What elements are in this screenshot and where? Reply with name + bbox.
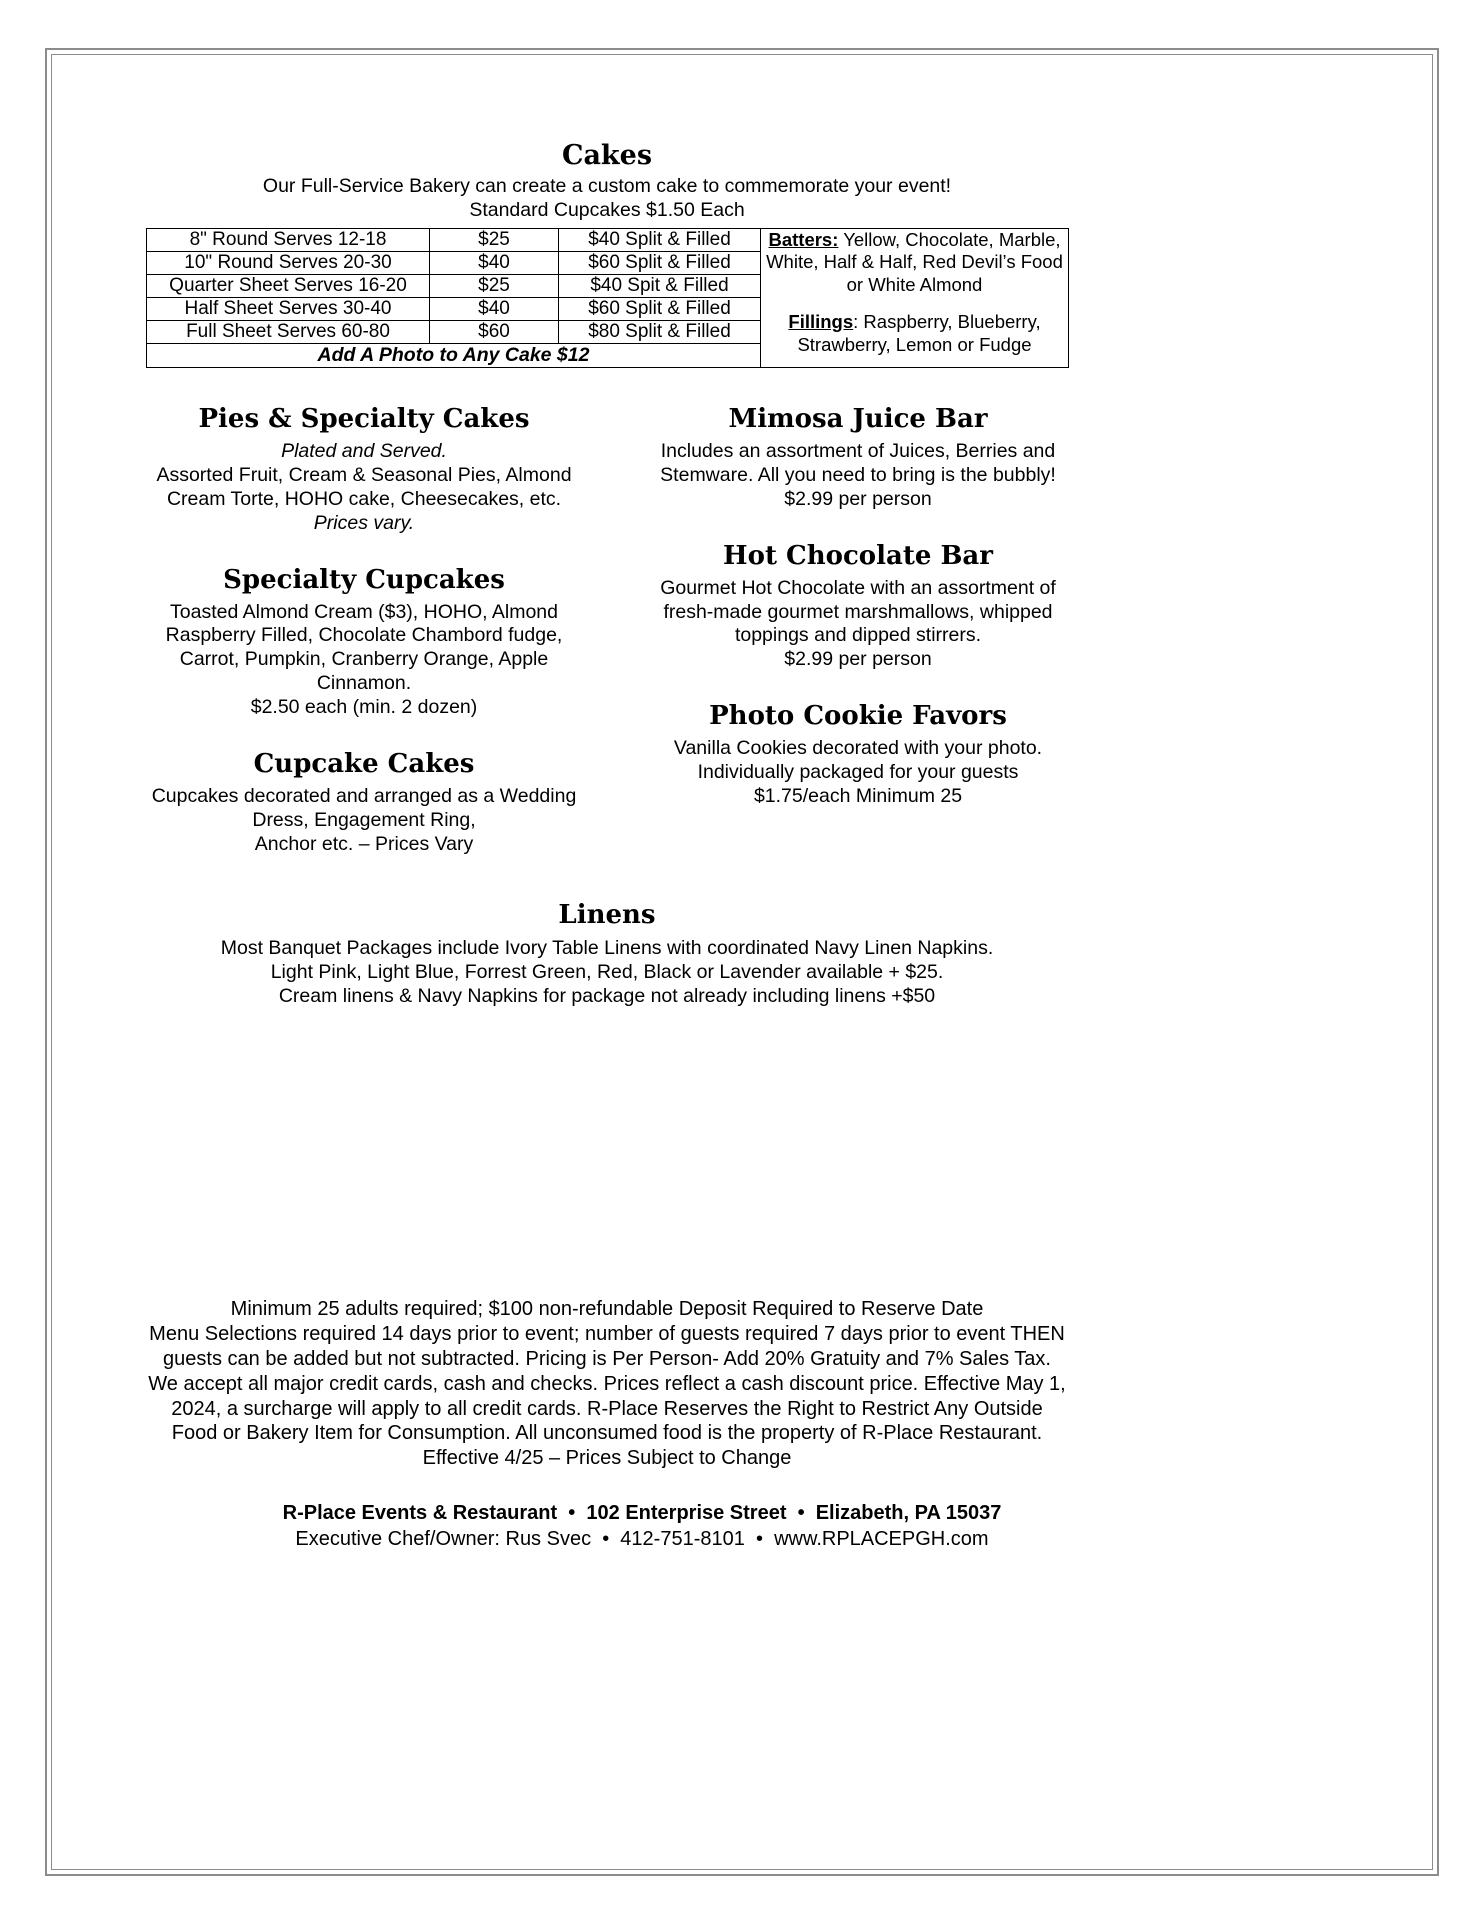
page-title: Cakes (561, 140, 653, 171)
pies-served-note: Plated and Served. (281, 439, 447, 462)
hot-chocolate-price: $2.99 per person (784, 648, 932, 671)
batters-fillings-cell (761, 228, 1069, 367)
photo-cookies-description: Vanilla Cookies decorated with your photo. Individually packaged for your guests (673, 737, 1043, 784)
cake-price: $40 (430, 297, 559, 320)
photo-cookies-heading: Photo Cookie Favors (709, 701, 1007, 732)
blank-space (146, 1009, 1068, 1297)
linens-line1: Most Banquet Packages include Ivory Table Linens with coordinated Navy Linen Napkins. (220, 937, 994, 960)
fillings-line (765, 311, 1064, 356)
add-photo-note: Add A Photo to Any Cake $12 (147, 343, 761, 367)
cake-item: 10" Round Serves 20-30 (147, 251, 430, 274)
cake-price: $25 (430, 274, 559, 297)
two-column-section (146, 404, 1068, 887)
fillings-text: : Raspberry, Blueberry, Strawberry, Lemon or Fudge (797, 311, 1041, 355)
terms-body: Menu Selections required 14 days prior to event; number of guests required 7 days prior to event THEN guests can be added but not subtracted. Pricing is Per Person- Add 20% Gratuity and 7% Sales Tax. We accept all major credit cards, cash and checks. Prices reflect a cash discount price. Effective May 1, 2024, a surcharge will apply to all credit cards. R-Place Reserves the Right to Restrict Any Outside Food or Bakery Item for Consumption. All unconsumed food is the property of R-Place Restaurant. Effective 4/25 – Prices Subject to Change (148, 1323, 1066, 1470)
cake-split-price: $80 Split & Filled (559, 320, 761, 343)
linens-line3: Cream linens & Navy Napkins for package not already including linens +$50 (278, 985, 936, 1008)
section-mimosa (648, 404, 1068, 512)
section-cupcake-cakes (146, 749, 582, 857)
cake-split-price: $60 Split & Filled (559, 297, 761, 320)
cake-item: Full Sheet Serves 60-80 (147, 320, 430, 343)
cake-price-table (146, 228, 1069, 368)
pies-prices-note: Prices vary. (313, 511, 415, 534)
batters-text: Yellow, Chocolate, Marble, White, Half & Half, Red Devil’s Food or White Almond (766, 228, 1063, 295)
hot-chocolate-description: Gourmet Hot Chocolate with an assortment of fresh-made gourmet marshmallows, whipped toppings and dipped stirrers. (660, 576, 1056, 647)
pies-heading: Pies & Specialty Cakes (198, 403, 530, 434)
cake-item: Quarter Sheet Serves 16-20 (147, 274, 430, 297)
fillings-label: Fillings (788, 311, 854, 333)
cake-split-price: $60 Split & Filled (559, 251, 761, 274)
terms-line1: Minimum 25 adults required; $100 non-refundable Deposit Required to Reserve Date (230, 1298, 984, 1321)
section-specialty-cupcakes (146, 565, 582, 721)
contact-footer (181, 1500, 1103, 1552)
left-column (146, 404, 582, 887)
photo-cookies-price: $1.75/each Minimum 25 (753, 785, 963, 808)
cake-split-price: $40 Spit & Filled (559, 274, 761, 297)
cake-price: $40 (430, 251, 559, 274)
cake-split-price: $40 Split & Filled (559, 228, 761, 251)
pies-description: Assorted Fruit, Cream & Seasonal Pies, Almond Cream Torte, HOHO cake, Cheesecakes, etc. (156, 463, 572, 510)
hot-chocolate-heading: Hot Chocolate Bar (723, 540, 993, 571)
specialty-cupcakes-description: Toasted Almond Cream ($3), HOHO, Almond Raspberry Filled, Chocolate Chambord fudge, Carrot, Pumpkin, Cranberry Orange, Apple Cinnamon. (165, 600, 563, 695)
table-row (147, 228, 1069, 251)
section-hot-chocolate (648, 541, 1068, 673)
cupcake-cakes-heading: Cupcake Cakes (253, 749, 475, 780)
mimosa-description: Includes an assortment of Juices, Berries and Stemware. All you need to bring is the bubbly! (660, 439, 1056, 486)
bakery-subtitle: Our Full-Service Bakery can create a custom cake to commemorate your event! (262, 175, 952, 197)
cake-price: $60 (430, 320, 559, 343)
terms-and-conditions (146, 1297, 1068, 1471)
linens-line2: Light Pink, Light Blue, Forrest Green, Red, Black or Lavender available + $25. (270, 961, 944, 984)
linens-heading: Linens (558, 900, 656, 931)
cake-item: Half Sheet Serves 30-40 (147, 297, 430, 320)
section-pies (146, 404, 582, 536)
batters-label: Batters: (768, 228, 839, 250)
chef-phone-website-line: Executive Chef/Owner: Rus Svec • 412-751-8101 • www.RPLACEPGH.com (295, 1527, 989, 1550)
cupcake-cakes-prices-note: Anchor etc. – Prices Vary (254, 833, 474, 856)
menu-page-content (146, 140, 1068, 1552)
cake-price: $25 (430, 228, 559, 251)
batters-line (765, 229, 1064, 297)
mimosa-price: $2.99 per person (784, 487, 932, 510)
section-photo-cookies (648, 701, 1068, 809)
mimosa-heading: Mimosa Juice Bar (728, 403, 988, 434)
section-linens (146, 900, 1068, 1009)
standard-cupcakes-subtitle: Standard Cupcakes $1.50 Each (469, 198, 745, 221)
specialty-cupcakes-heading: Specialty Cupcakes (223, 564, 505, 595)
restaurant-address-line: R-Place Events & Restaurant • 102 Enterprise Street • Elizabeth, PA 15037 (282, 1501, 1002, 1524)
specialty-cupcakes-price: $2.50 each (min. 2 dozen) (250, 696, 478, 719)
right-column (648, 404, 1068, 887)
cupcake-cakes-description: Cupcakes decorated and arranged as a Wedding Dress, Engagement Ring, (151, 785, 577, 832)
cake-item: 8" Round Serves 12-18 (147, 228, 430, 251)
